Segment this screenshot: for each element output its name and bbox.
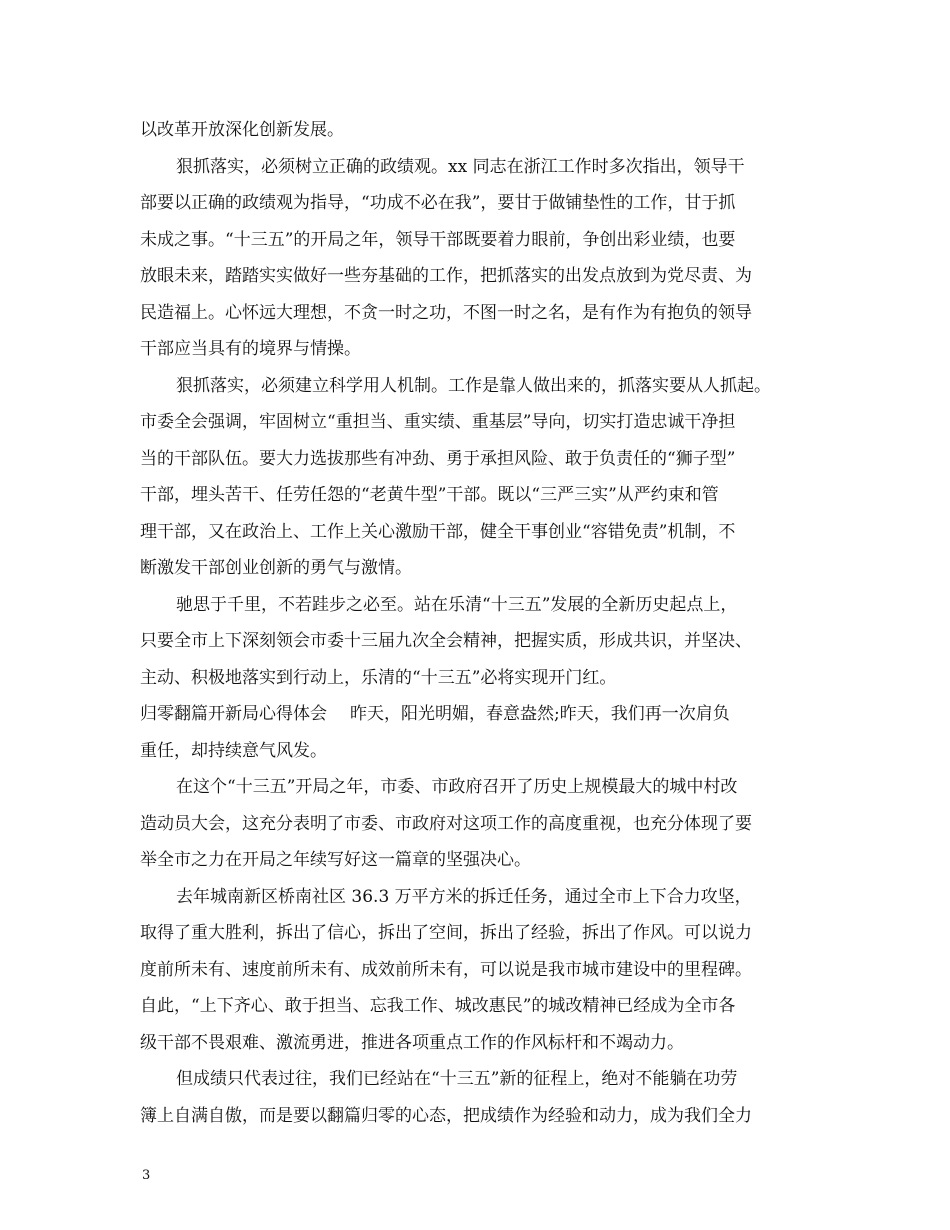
text-line: 断激发干部创业创新的勇气与激情。 bbox=[140, 558, 412, 578]
section-title-rest: 昨天，阳光明媚，春意盎然;昨天，我们再一次肩负 bbox=[350, 704, 730, 724]
text-line: 主动、积极地落实到行动上，乐清的“十三五”必将实现开门红。 bbox=[140, 668, 617, 688]
text-line: 以改革开放深化创新发展。 bbox=[140, 120, 344, 140]
section-title: 归零翻篇开新局心得体会 bbox=[140, 704, 327, 724]
paragraph-start: 但成绩只代表过往，我们已经站在“十三五”新的征程上，绝对不能躺在功劳 bbox=[176, 1069, 738, 1089]
text-line: 自此，“上下齐心、敢于担当、忘我工作、城改惠民”的城改精神已经成为全市各 bbox=[140, 996, 736, 1016]
text-line: 造动员大会，这充分表明了市委、市政府对这项工作的高度重视，也充分体现了要 bbox=[140, 814, 752, 834]
text-line: 民造福上。心怀远大理想，不贪一时之功，不图一时之名，是有作为有抱负的领导 bbox=[140, 303, 752, 323]
text-line: 放眼未来，踏踏实实做好一些夯基础的工作，把抓落实的出发点放到为党尽责、为 bbox=[140, 266, 752, 286]
text-line: 重任，却持续意气风发。 bbox=[140, 741, 327, 761]
text-line: 取得了重大胜利，拆出了信心，拆出了空间，拆出了经验，拆出了作风。可以说力 bbox=[140, 923, 752, 943]
paragraph-start: 驰思于千里，不若跬步之必至。站在乐清“十三五”发展的全新历史起点上， bbox=[176, 595, 738, 615]
text-line: 度前所未有、速度前所未有、成效前所未有，可以说是我市城市建设中的里程碑。 bbox=[140, 960, 752, 980]
paragraph-start: 去年城南新区桥南社区 36.3 万平方米的拆迁任务，通过全市上下合力攻坚， bbox=[176, 887, 752, 907]
text-line: 干部，埋头苦干、任劳任怨的“老黄牛型”干部。既以“三严三实”从严约束和管 bbox=[140, 485, 719, 505]
paragraph-start: 狠抓落实，必须建立科学用人机制。工作是靠人做出来的，抓落实要从人抓起。 bbox=[176, 376, 771, 396]
text-line: 理干部，又在政治上、工作上关心激励干部，健全干事创业“容错免责”机制，不 bbox=[140, 522, 736, 542]
paragraph-start: 狠抓落实，必须树立正确的政绩观。xx 同志在浙江工作时多次指出，领导干 bbox=[176, 157, 745, 177]
text-line: 级干部不畏艰难、激流勇进，推进各项重点工作的作风标杆和不竭动力。 bbox=[140, 1033, 684, 1053]
text-line: 干部应当具有的境界与情操。 bbox=[140, 339, 361, 359]
text-line: 举全市之力在开局之年续写好这一篇章的坚强决心。 bbox=[140, 850, 531, 870]
text-line: 簿上自满自傲，而是要以翻篇归零的心态，把成绩作为经验和动力，成为我们全力 bbox=[140, 1106, 752, 1126]
text-line: 只要全市上下深刻领会市委十三届九次全会精神，把握实质，形成共识，并坚决、 bbox=[140, 631, 752, 651]
text-line: 当的干部队伍。要大力选拔那些有冲劲、勇于承担风险、敢于负责任的“狮子型” bbox=[140, 449, 736, 469]
text-line: 未成之事。“十三五”的开局之年，领导干部既要着力眼前，争创出彩业绩，也要 bbox=[140, 230, 736, 250]
paragraph-start: 在这个“十三五”开局之年，市委、市政府召开了历史上规模最大的城中村改 bbox=[176, 777, 738, 797]
page-number: 3 bbox=[142, 1168, 151, 1183]
text-line: 市委全会强调，牢固树立“重担当、重实绩、重基层”导向，切实打造忠诚干净担 bbox=[140, 412, 736, 432]
text-line: 部要以正确的政绩观为指导，“功成不必在我”，要甘于做铺垫性的工作，甘于抓 bbox=[140, 193, 736, 213]
heading-line bbox=[140, 703, 830, 725]
